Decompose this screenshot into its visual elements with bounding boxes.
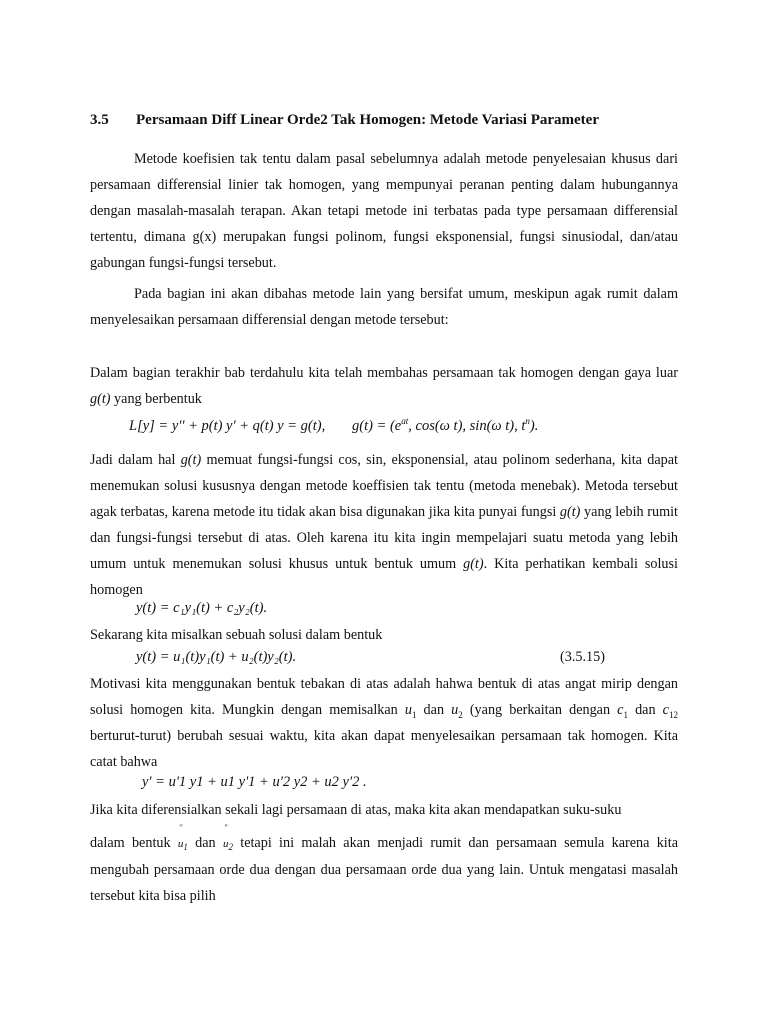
inline-u2-double-prime: '' $u_2$	[222, 823, 233, 853]
equation-variation-form: y(t) = u₁(t)y₁(t) + u₂(t)y₂(t).	[136, 649, 297, 665]
paragraph-second-derivative-terms: dalam bentuk '' $u_1$ dan '' $u_2$ tetapi ini malah akan menjadi rumit dan persamaan semula karena kita mengubah persamaan orde dua dengan dua persamaan orde dua yang lain. Untuk mengatasi masalah tersebut kita bisa pilih	[90, 823, 678, 904]
equation-number: (3.5.15)	[560, 649, 605, 665]
equation-first-derivative: y' = u'1 y1 + u1 y'1 + u'2 y2 + u2 y'2 .	[142, 774, 367, 790]
paragraph-motivation: Motivasi kita menggunakan bentuk tebakan di atas adalah hahwa bentuk di atas angat mirip dengan solusi homogen kita. Mungkin dengan memisalkan $u_1$ dan $u_2$ (yang berkaitan dengan $c_1$ dan $c_{12}$ berturut-turut) berubah sesuai waktu, kita akan dapat menyelesaikan persamaan tak homogen. Kita catat bahwa	[90, 676, 678, 770]
equation-operator	[129, 418, 325, 435]
paragraph-other-method: Pada bagian ini akan dibahas metode lain yang bersifat umum, meskipun agak rumit dalam menyelesaikan persamaan differensial dengan metode tersebut:	[90, 286, 678, 328]
equation-operator-left: L[y] = y'' + p(t) y' + q(t) y = g(t),	[129, 418, 326, 434]
section-heading	[90, 112, 690, 129]
equation-forcing-types: $g(t) = (e^{at}$, cos(ω t), sin(ω t), $t^n$).	[352, 416, 539, 434]
paragraph-intro: Metode koefisien tak tentu dalam pasal sebelumnya adalah metode penyelesaian khusus dari persamaan differensial linier tak homogen, yang mempunyai peranan penting dalam hubungannya dengan masalah-masalah terapan. Akan tetapi metode ini terbatas pada type persamaan differensial tertentu, dimana g(x) merupakan fungsi polinom, fungsi eksponensial, fungsi sinusiodal, dan/atau gabungan fungsi-fungsi tersebut.	[90, 151, 678, 271]
paragraph-previous-chapter: Dalam bagian terakhir bab terdahulu kita telah membahas persamaan tak homogen dengan gaya luar g(t) yang berbentuk	[90, 365, 678, 407]
paragraph-limitations: Jadi dalam hal g(t) memuat fungsi-fungsi cos, sin, eksponensial, atau polinom sederhana, kita dapat menemukan solusi kususnya dengan metode koeffisien tak tentu (metoda menebak). Metoda tersebut agak terbatas, karena metode itu tidak akan bisa digunakan jika kita punyai fungsi g(t) yang lebih rumit dan fungsi-fungsi tersebut di atas. Oleh karena itu kita ingin mempelajari suatu metoda yang lebih umum untuk menemukan solusi khusus untuk bentuk umum g(t). Kita perhatikan kembali solusi homogen	[90, 452, 678, 598]
inline-g-t: g(t)	[90, 391, 111, 407]
section-number: 3.5	[90, 112, 109, 128]
equation-homogeneous-solution: y(t) = c₁y₁(t) + c₂y₂(t).	[136, 600, 268, 616]
paragraph-assume-solution: Sekarang kita misalkan sebuah solusi dalam bentuk	[90, 627, 383, 643]
inline-u1-double-prime: '' $u_1$	[177, 823, 188, 853]
paragraph-differentiate-again: Jika kita diferensialkan sekali lagi persamaan di atas, maka kita akan mendapatkan suku-suku	[90, 802, 622, 818]
section-title: Persamaan Diff Linear Orde2 Tak Homogen: Metode Variasi Parameter	[136, 112, 599, 128]
